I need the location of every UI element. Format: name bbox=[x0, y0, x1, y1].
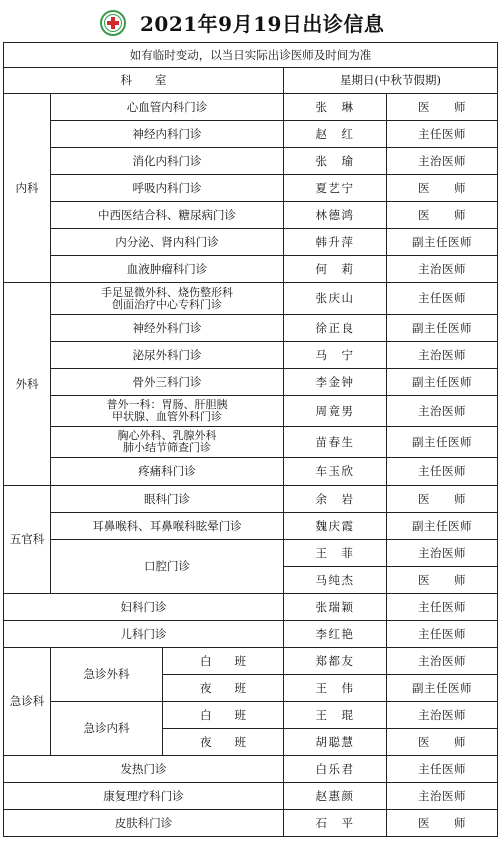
table-row bbox=[4, 148, 498, 175]
doctor-cell: 魏庆霞 bbox=[284, 513, 387, 540]
dept-cell: 血液肿瘤科门诊 bbox=[51, 256, 284, 283]
dept-cell: 耳鼻喉科、耳鼻喉科眩晕门诊 bbox=[51, 513, 284, 540]
title-cell: 主治医师 bbox=[387, 783, 498, 810]
title-cell: 主治医师 bbox=[387, 702, 498, 729]
day-column-header: 星期日(中秋节假期) bbox=[284, 68, 498, 94]
doctor-cell: 李金钟 bbox=[284, 369, 387, 396]
doctor-cell: 林德鸿 bbox=[284, 202, 387, 229]
group-label-wuguan: 五官科 bbox=[4, 486, 51, 594]
title-cell: 主治医师 bbox=[387, 256, 498, 283]
table-row bbox=[4, 621, 498, 648]
title-cell: 主任医师 bbox=[387, 458, 498, 486]
title-cell: 主治医师 bbox=[387, 540, 498, 567]
doctor-cell: 何 莉 bbox=[284, 256, 387, 283]
table-row bbox=[4, 283, 498, 315]
doctor-cell: 马 宁 bbox=[284, 342, 387, 369]
table-row bbox=[4, 121, 498, 148]
table-row bbox=[4, 229, 498, 256]
title-cell: 医 师 bbox=[387, 486, 498, 513]
doctor-cell: 周竟男 bbox=[284, 396, 387, 427]
doctor-cell: 夏艺宁 bbox=[284, 175, 387, 202]
dept-line-1: 胸心外科、乳腺外科 bbox=[117, 429, 217, 442]
doctor-cell: 苗春生 bbox=[284, 427, 387, 458]
title-cell: 医 师 bbox=[387, 94, 498, 121]
title-cell: 主任医师 bbox=[387, 621, 498, 648]
dept-cell: 眼科门诊 bbox=[51, 486, 284, 513]
group-label-neike: 内科 bbox=[4, 94, 51, 283]
dept-line-2: 甲状腺、血管外科门诊 bbox=[112, 410, 222, 423]
shift-cell: 白 班 bbox=[163, 648, 284, 675]
table-row bbox=[4, 810, 498, 837]
dept-cell: 神经外科门诊 bbox=[51, 315, 284, 342]
group-label-waike: 外科 bbox=[4, 283, 51, 486]
dept-cell: 内分泌、肾内科门诊 bbox=[51, 229, 284, 256]
doctor-cell: 张 瑜 bbox=[284, 148, 387, 175]
table-row bbox=[4, 486, 498, 513]
table-row bbox=[4, 648, 498, 675]
header bbox=[0, 0, 500, 42]
table-row bbox=[4, 175, 498, 202]
dept-cell: 心血管内科门诊 bbox=[51, 94, 284, 121]
dept-line-2: 创面治疗中心专科门诊 bbox=[112, 297, 222, 311]
title-cell: 主治医师 bbox=[387, 396, 498, 427]
table-row bbox=[4, 702, 498, 729]
table-row bbox=[4, 594, 498, 621]
title-cell: 医 师 bbox=[387, 175, 498, 202]
title-cell: 主治医师 bbox=[387, 148, 498, 175]
title-cell: 医 师 bbox=[387, 810, 498, 837]
page-title: 2021年9月19日出诊信息 bbox=[140, 12, 385, 36]
dept-cell: 发热门诊 bbox=[4, 756, 284, 783]
dept-cell: 神经内科门诊 bbox=[51, 121, 284, 148]
dept-cell: 消化内科门诊 bbox=[51, 148, 284, 175]
doctor-cell: 韩升萍 bbox=[284, 229, 387, 256]
dept-cell: 疼痛科门诊 bbox=[51, 458, 284, 486]
notice-text: 如有临时变动，以当日实际出诊医师及时间为准 bbox=[4, 43, 498, 68]
doctor-cell: 车玉欣 bbox=[284, 458, 387, 486]
dept-cell: 呼吸内科门诊 bbox=[51, 175, 284, 202]
table-row bbox=[4, 427, 498, 458]
doctor-cell: 张瑞颖 bbox=[284, 594, 387, 621]
table-row bbox=[4, 94, 498, 121]
table-row bbox=[4, 369, 498, 396]
doctor-cell: 徐正良 bbox=[284, 315, 387, 342]
doctor-cell: 马纯杰 bbox=[284, 567, 387, 594]
doctor-cell: 胡聪慧 bbox=[284, 729, 387, 756]
title-cell: 医 师 bbox=[387, 567, 498, 594]
title-cell: 副主任医师 bbox=[387, 513, 498, 540]
dept-cell-multiline bbox=[51, 427, 284, 458]
dept-cell: 儿科门诊 bbox=[4, 621, 284, 648]
doctor-cell: 张庆山 bbox=[284, 283, 387, 315]
dept-cell: 妇科门诊 bbox=[4, 594, 284, 621]
title-cell: 主治医师 bbox=[387, 648, 498, 675]
dept-line-1: 普外一科：胃肠、肝胆胰 bbox=[106, 398, 228, 411]
title-cell: 主任医师 bbox=[387, 594, 498, 621]
title-cell: 副主任医师 bbox=[387, 675, 498, 702]
title-cell: 副主任医师 bbox=[387, 369, 498, 396]
dept-line-2: 肺小结节筛查门诊 bbox=[123, 441, 211, 454]
group-label-jizhen: 急诊科 bbox=[4, 648, 51, 756]
dept-cell: 口腔门诊 bbox=[51, 540, 284, 594]
subgroup-emergency-medicine: 急诊内科 bbox=[51, 702, 163, 756]
doctor-cell: 王 琨 bbox=[284, 702, 387, 729]
dept-cell-multiline bbox=[51, 283, 284, 315]
doctor-cell: 张 琳 bbox=[284, 94, 387, 121]
title-cell: 副主任医师 bbox=[387, 427, 498, 458]
table-row bbox=[4, 783, 498, 810]
dept-cell: 骨外三科门诊 bbox=[51, 369, 284, 396]
doctor-cell: 石 平 bbox=[284, 810, 387, 837]
table-row bbox=[4, 256, 498, 283]
table-row bbox=[4, 756, 498, 783]
table-row bbox=[4, 396, 498, 427]
dept-cell: 康复理疗科门诊 bbox=[4, 783, 284, 810]
title-cell: 主任医师 bbox=[387, 283, 498, 315]
subgroup-emergency-surgery: 急诊外科 bbox=[51, 648, 163, 702]
doctor-cell: 余 岩 bbox=[284, 486, 387, 513]
table-row bbox=[4, 458, 498, 486]
table-row bbox=[4, 315, 498, 342]
title-cell: 主治医师 bbox=[387, 342, 498, 369]
shift-cell: 白 班 bbox=[163, 702, 284, 729]
title-cell: 副主任医师 bbox=[387, 315, 498, 342]
doctor-cell: 赵惠颜 bbox=[284, 783, 387, 810]
table-row bbox=[4, 513, 498, 540]
table-row bbox=[4, 342, 498, 369]
shift-cell: 夜 班 bbox=[163, 729, 284, 756]
doctor-cell: 郑都友 bbox=[284, 648, 387, 675]
dept-cell: 皮肤科门诊 bbox=[4, 810, 284, 837]
table-row bbox=[4, 202, 498, 229]
schedule-table bbox=[3, 42, 498, 837]
table-row bbox=[4, 540, 498, 567]
notice-row bbox=[4, 43, 498, 68]
hospital-logo-icon bbox=[100, 10, 126, 36]
title-cell: 副主任医师 bbox=[387, 229, 498, 256]
title-cell: 医 师 bbox=[387, 729, 498, 756]
shift-cell: 夜 班 bbox=[163, 675, 284, 702]
doctor-cell: 赵 红 bbox=[284, 121, 387, 148]
dept-cell: 泌尿外科门诊 bbox=[51, 342, 284, 369]
column-header-row bbox=[4, 68, 498, 94]
title-cell: 医 师 bbox=[387, 202, 498, 229]
dept-cell-multiline bbox=[51, 396, 284, 427]
dept-column-header: 科 室 bbox=[4, 68, 284, 94]
title-cell: 主任医师 bbox=[387, 756, 498, 783]
doctor-cell: 白乐君 bbox=[284, 756, 387, 783]
title-cell: 主任医师 bbox=[387, 121, 498, 148]
dept-line-1: 手足显微外科、烧伤整形科 bbox=[101, 285, 233, 299]
doctor-cell: 李红艳 bbox=[284, 621, 387, 648]
doctor-cell: 王 伟 bbox=[284, 675, 387, 702]
doctor-cell: 王 菲 bbox=[284, 540, 387, 567]
dept-cell: 中西医结合科、糖尿病门诊 bbox=[51, 202, 284, 229]
